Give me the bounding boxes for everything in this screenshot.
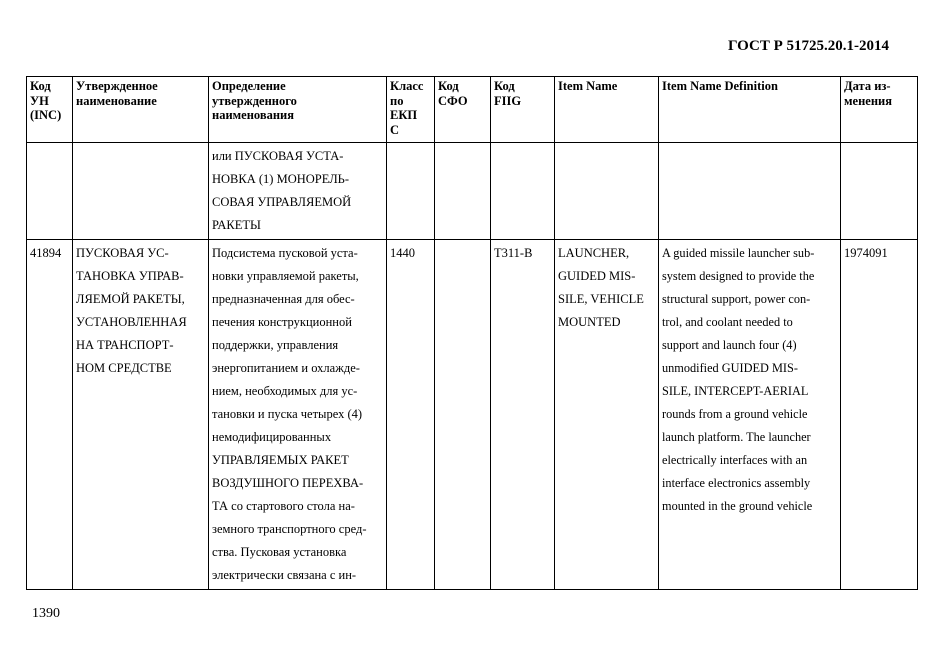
cell-line: FIIG — [494, 93, 522, 108]
cell-line: ТАНОВКА УПРАВ- — [76, 269, 184, 283]
cell-line: Дата из- — [844, 79, 891, 93]
cell-line: SILE, VEHICLE — [558, 292, 644, 306]
cell-line: СОВАЯ УПРАВЛЯЕМОЙ — [212, 195, 352, 209]
cell-sfo — [435, 240, 491, 590]
cell-line: РАКЕТЫ — [212, 218, 261, 232]
cell-line: ства. Пусковая установка — [212, 545, 347, 559]
cell-line: A guided missile launcher sub- — [662, 246, 815, 260]
cell-line: MOUNTED — [558, 315, 621, 329]
cell-line: НА ТРАНСПОРТ- — [76, 338, 174, 352]
cell-line: ВОЗДУШНОГО ПЕРЕХВА- — [212, 476, 364, 490]
cell-line: GUIDED MIS- — [558, 269, 636, 283]
cell-approved-name — [73, 143, 209, 240]
cell-approved-name — [73, 240, 209, 590]
cell-line: launch platform. The launcher — [662, 430, 811, 444]
cell-line: предназначенная для обес- — [212, 292, 355, 306]
cell-line: LAUNCHER, — [558, 246, 630, 260]
cell-line: менения — [844, 93, 892, 108]
cell-line: ЕКП — [390, 108, 418, 122]
cell-date: 1974091 — [841, 240, 918, 590]
cell-inc — [27, 143, 73, 240]
cell-line: тановки и пуска четырех (4) — [212, 407, 363, 421]
header-sfo — [435, 77, 491, 143]
cell-line: Подсистема пусковой уста- — [212, 246, 358, 260]
cell-line: С — [390, 122, 400, 137]
cell-line: Item Name Definition — [662, 79, 778, 93]
cell-line: УН — [30, 93, 49, 108]
cell-line: Утвержденное — [76, 79, 158, 93]
cell-inc: 41894 — [27, 240, 73, 590]
document-standard-code: ГОСТ Р 51725.20.1-2014 — [727, 38, 889, 54]
cell-item-name — [555, 143, 659, 240]
cell-class: 1440 — [387, 240, 435, 590]
cell-line: (INC) — [30, 108, 62, 122]
cell-line: земного транспортного сред- — [212, 522, 367, 536]
cell-line: УПРАВЛЯЕМЫХ РАКЕТ — [212, 453, 349, 467]
cell-line: ЛЯЕМОЙ РАКЕТЫ, — [76, 292, 185, 306]
header-class — [387, 77, 435, 143]
cell-line: или ПУСКОВАЯ УСТА- — [212, 149, 344, 163]
header-item-name — [555, 77, 659, 143]
cell-line: interface electronics assembly — [662, 476, 811, 490]
header-inc — [27, 77, 73, 143]
cell-line: нием, необходимых для ус- — [212, 384, 358, 398]
cell-line: unmodified GUIDED MIS- — [662, 361, 798, 375]
cell-line: Код — [494, 79, 515, 93]
header-fiig — [491, 77, 555, 143]
cell-fiig — [491, 143, 555, 240]
cell-line: утвержденного — [212, 93, 297, 108]
table-row — [27, 143, 918, 240]
cell-line: Item Name — [558, 79, 618, 93]
cell-date — [841, 143, 918, 240]
cell-line: энергопитанием и охлажде- — [212, 361, 360, 375]
cell-line: electrically interfaces with an — [662, 453, 808, 467]
header-definition-ru — [209, 77, 387, 143]
cell-line: ПУСКОВАЯ УС- — [76, 246, 169, 260]
cell-line: наименования — [212, 108, 295, 122]
cell-line: по — [390, 93, 404, 108]
cell-line: СФО — [438, 93, 468, 108]
cell-line: system designed to provide the — [662, 269, 815, 283]
cell-class — [387, 143, 435, 240]
cell-line: SILE, INTERCEPT-AERIAL — [662, 384, 809, 398]
cell-definition-ru — [209, 240, 387, 590]
cell-line: новки управляемой ракеты, — [212, 269, 359, 283]
cell-line: mounted in the ground vehicle — [662, 499, 813, 513]
cell-line: Определение — [212, 79, 286, 93]
page-number: 1390 — [32, 606, 60, 621]
cell-line: немодифицированных — [212, 430, 332, 444]
cell-line: structural support, power con- — [662, 292, 811, 306]
table-header-row — [27, 77, 918, 143]
cell-fiig: T311-B — [491, 240, 555, 590]
cell-line: поддержки, управления — [212, 338, 339, 352]
cell-line: trol, and coolant needed to — [662, 315, 793, 329]
cell-line: печения конструкционной — [212, 315, 352, 329]
header-approved-name — [73, 77, 209, 143]
header-date — [841, 77, 918, 143]
cell-line: Класс — [390, 79, 424, 93]
cell-line: support and launch four (4) — [662, 338, 797, 352]
header-definition-en — [659, 77, 841, 143]
cell-line: rounds from a ground vehicle — [662, 407, 808, 421]
cell-line: электрически связана с ин- — [212, 568, 357, 582]
cell-line: УСТАНОВЛЕННАЯ — [76, 315, 187, 329]
cell-line: ТА со стартового стола на- — [212, 499, 355, 513]
cell-line: НОВКА (1) МОНОРЕЛЬ- — [212, 172, 350, 186]
cell-sfo — [435, 143, 491, 240]
cell-definition-en — [659, 143, 841, 240]
cell-item-name — [555, 240, 659, 590]
cell-definition-en — [659, 240, 841, 590]
cell-line: наименование — [76, 93, 157, 108]
item-name-table — [26, 76, 918, 590]
table-row — [27, 240, 918, 590]
cell-definition-ru — [209, 143, 387, 240]
cell-line: Код — [30, 79, 51, 93]
cell-line: Код — [438, 79, 459, 93]
cell-line: НОМ СРЕДСТВЕ — [76, 361, 172, 375]
